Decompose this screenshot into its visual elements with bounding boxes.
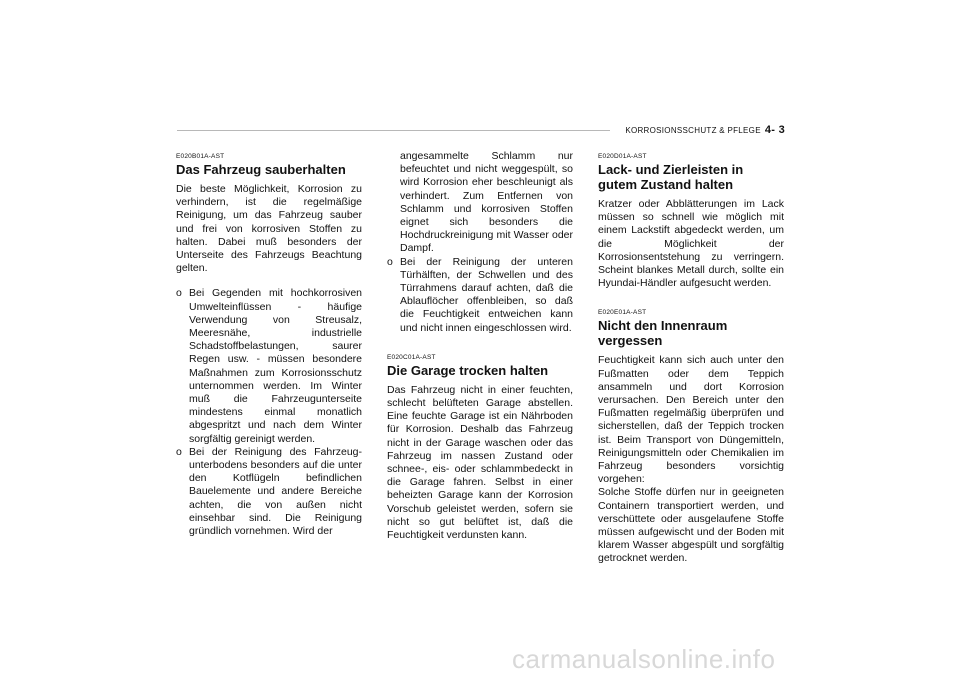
column-2 [387, 150, 573, 542]
bullet-mark: o [176, 445, 182, 458]
section-heading: Das Fahrzeug sauberhalten [176, 162, 346, 177]
section-heading: Die Garage trocken halten [387, 362, 549, 378]
bullet-list [176, 287, 362, 538]
body-paragraph: Solche Stoffe dürfen nur in geeigneten Containern transportiert werden, und verschüttete oder ausgelaufene Stoffe müssen aufgewischt und der Boden mit klarem Wasser abgespült und sorgfältig getrocknet werden. [598, 486, 784, 565]
list-item [176, 446, 362, 538]
bullet-mark: o [387, 255, 393, 268]
watermark: carmanualsonline.info [512, 644, 776, 674]
body-paragraph: Kratzer oder Abblätterungen im Lack müssen so schnell wie möglich mit einem Lackstift abgedeckt werden, um die Möglichkeit der Korrosionsentstehung zu verringern. Scheint blankes Metall durch, sollte ein Hyundai-Händler aufgesucht werden. [598, 198, 784, 290]
section-code: E020B01A-AST [176, 153, 225, 160]
body-paragraph: Feuchtigkeit kann sich auch unter den Fußmatten oder dem Teppich ansammeln und dort Korrosion verursachen. Den Bereich unter den Fußmatten regelmäßig überprüfen und sicherstellen, daß der Teppich trocken ist. Beim Transport von Düngemitteln, Reinigungsmitteln oder Chemikalien im Fahrzeug besonders vorsichtig vorgehen: [598, 354, 784, 486]
list-item [176, 287, 362, 445]
section-code: E020D01A-AST [598, 153, 647, 160]
section-heading: Lack- und Zierleisten in gutem Zustand halten [598, 162, 744, 192]
section-title: KORROSIONSSCHUTZ & PFLEGE [625, 126, 761, 135]
page-number: 4- 3 [764, 124, 785, 136]
list-item-text: Bei der Reinigung des Fahrzeug-unterbodens besonders auf die unter den Kotflügeln befindlichen Bauelemente und andere Bereiche achten, die von außen nicht einsehbar sind. Die Reinigung gründlich vornehmen. Wird der [189, 445, 362, 538]
bullet-list [387, 256, 573, 335]
running-head [625, 124, 785, 136]
intro-paragraph: Die beste Möglichkeit, Korrosion zu verhindern, ist die regelmäßige Reinigung, um das Fahrzeug sauber und frei von korrosiven Stoffen zu halten. Dabei muß besonders der Unterseite des Fahrzeugs Beachtung gelten. [176, 183, 362, 275]
spacer [176, 275, 362, 287]
list-item-text: Bei der Reinigung der unteren Türhälften, der Schwellen und des Türrahmens darauf achten, daß die Ablauflöcher offenbleiben, so daß die Feuchtigkeit entweichen kann und nicht innen eingeschlossen wird. [400, 255, 573, 334]
list-item-text: Bei Gegenden mit hochkorrosiven Umwelteinflüssen - häufige Verwendung von Streusalz, Meeresnähe, industrielle Schadstoffbelastungen, saurer Regen usw. - müssen besondere Maßnahmen zum Korrosionsschutz unternommen werden. Im Winter muß die Fahrzeugunterseite mindestens einmal monatlich abgespritzt und nach dem Winter sorgfältig gereinigt werden. [189, 287, 362, 445]
spacer [387, 335, 573, 354]
spacer [598, 290, 784, 309]
section-code: E020E01A-AST [598, 309, 647, 317]
body-paragraph: Das Fahrzeug nicht in einer feuchten, schlecht belüfteten Garage abstellen. Eine feuchte Garage ist ein Nährboden für Korrosion. Deshalb das Fahrzeug nicht in der Garage waschen oder das Fahrzeug im nassen Zustand oder schnee-, eis- oder schlammbedeckt in die Garage fahren. Selbst in einer beheizten Garage kann der Korrosion Vorschub geleistet werden, sofern sie nicht so gut belüftet ist, daß die Feuchtigkeit verdunsten kann. [387, 383, 573, 542]
bullet-mark: o [176, 287, 182, 300]
column-1 [176, 153, 362, 538]
continued-paragraph: angesammelte Schlamm nur befeuchtet und nicht weggespült, so wird Korrosion eher beschleunigt als verhindert. Zum Entfernen von Schlamm und korrosiven Stoffen eignet sich besonders die Hochdruckreinigung mit Wasser oder Dampf. [400, 150, 573, 255]
header-rule [177, 130, 610, 131]
list-item [387, 256, 573, 335]
column-3 [598, 153, 784, 566]
section-heading: Nicht den Innenraum vergessen [598, 318, 728, 349]
section-code: E020C01A-AST [387, 353, 436, 361]
